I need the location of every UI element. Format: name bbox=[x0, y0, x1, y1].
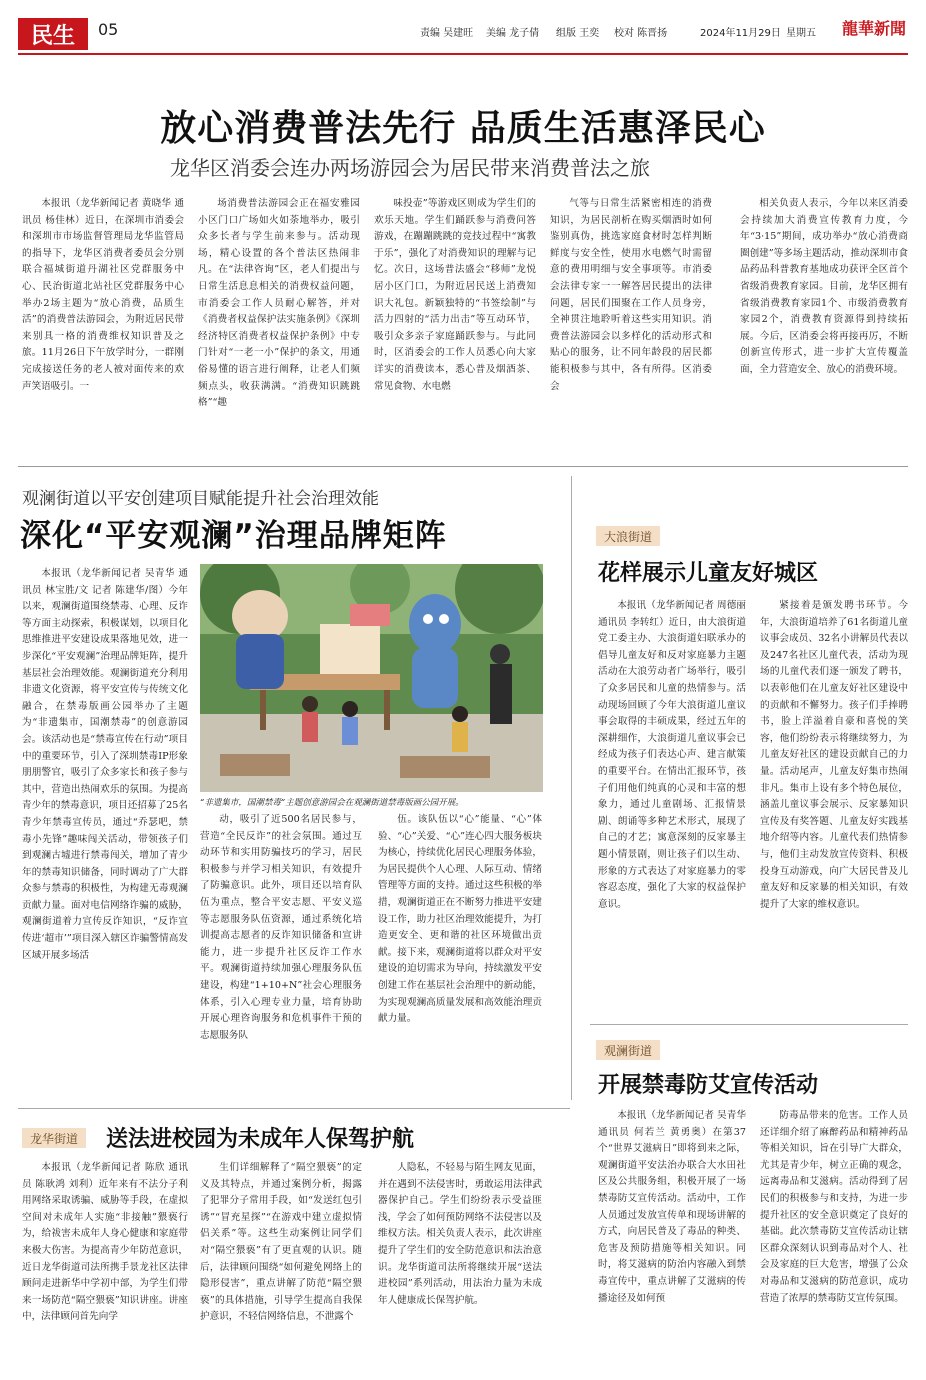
story4-title: 开展禁毒防艾宣传活动 bbox=[598, 1073, 819, 1098]
story5-column-2-text: 生们详细解释了“隔空猥亵”的定义及其特点，并通过案例分析，揭露了犯罪分子常用手段，如“发送红包引诱”“冒充星探”“在游戏中建立虚拟情侣关系”等。这些生动案例让同学们对“隔空猥亵”有了更直观的认识。随后，法律顾问围绕“如何避免网络上的隐形侵害”，重点讲解了防范“隔空猥亵”的具体措施，引导学生提高自我保护意识，不轻信网络信息，不泄露个 bbox=[200, 1162, 362, 1323]
story1-column-1 bbox=[22, 196, 184, 434]
story3-column-1 bbox=[598, 598, 746, 1018]
issue-weekday: 星期五 bbox=[786, 28, 816, 39]
story4-column-1 bbox=[598, 1108, 746, 1366]
story3-column-2-text: 紧接着是颁发聘书环节。今年，大浪街道培养了61名街道儿童议事会成员、32名小讲解员代表以及247名社区儿童代表，活动为现场的儿童代表们逐一颁发了聘书，以表彰他们在儿童友好社区建设中的贡献和不懈努力。孩子们手捧聘书，脸上洋溢着自豪和喜悦的笑容，他们纷纷表示将继续努力，为儿童友好社区的建设贡献自己的力量。活动尾声，儿童友好集市热闹非凡。集市上设有多个特色展位，涵盖儿童议事会展示、反家暴知识宣传及有奖答题、儿童友好实践基地介绍等内容。儿童代表们热情参与，他们主动发放宣传资料、积极投身互动游戏，向广大居民普及儿童友好和反家暴的相关知识，有效提升了大家的维权意识。 bbox=[760, 600, 908, 910]
story1-column-3 bbox=[374, 196, 536, 434]
page-number: 05 bbox=[98, 20, 119, 39]
designer-credit: 美编 龙子倩 bbox=[486, 28, 540, 39]
story5-column-1 bbox=[22, 1160, 188, 1366]
story2-column-2 bbox=[200, 812, 362, 1098]
story4-tag: 观澜街道 bbox=[596, 1040, 660, 1060]
masthead-rule bbox=[18, 53, 908, 55]
story3-column-1-text: 本报讯（龙华新闻记者 周德丽 通讯员 李转红）近日，由大浪街道党工委主办、大浪街道妇联承办的倡导儿童友好和反对家庭暴力主题活动在大浪劳动者广场举行，吸引了众多居民和儿童的热情参与。活动现场回顾了今年大浪街道儿童议事会取得的丰硕成果，经过五年的深耕细作，大浪街道儿童议事会已经成为孩子们表达心声、建言献策的重要平台。在情出汇报环节，孩子们用他们纯真的心灵和丰富的想象力，通过儿童剧场、汇报情景剧、朗诵等多种艺术形式，展现了自己的才艺；寓意深刻的反家暴主题小情景剧，则让孩子们以生动、形象的方式表达了对家庭暴力的零容忍态度，强化了大家的权益保护意识。 bbox=[598, 600, 746, 910]
story5-title: 送法进校园为未成年人保驾护航 bbox=[106, 1127, 415, 1152]
story4-column-2-text: 防毒品带来的危害。工作人员还详细介绍了麻醉药品和精神药品等相关知识，旨在引导广大群众，尤其是青少年，树立正确的观念，远离毒品和艾滋病。活动得到了居民们的积极参与和支持，为进一步提升社区的安全意识奠定了良好的基础。此次禁毒防艾宣传活动让辖区群众深刻认识到毒品对个人、社会及家庭的巨大危害，增强了公众对毒品和艾滋病的防范意识，成功营造了浓厚的禁毒防艾宣传氛围。 bbox=[760, 1110, 908, 1304]
story1-subtitle: 龙华区消委会连办两场游园会为居民带来消费普法之旅 bbox=[170, 156, 650, 180]
story1-title: 放心消费普法先行 品质生活惠泽民心 bbox=[160, 108, 766, 149]
story3-tag: 大浪街道 bbox=[596, 526, 660, 546]
story1-column-1-text: 本报讯（龙华新闻记者 黄晓华 通讯员 杨佳林）近日，在深圳市消委会和深圳市市场监督管理局龙华监管局的指导下，龙华区消费者委员会分别联合福城街道丹湖社区党群服务中心、民治街道北站社区党群服务中心举办2场主题为“放心消费，品质生活”的消费普法游园会，为附近居民带来别具一格的消费维权知识普及之旅。11月26日下午放学时分，一群刚完成接送任务的老人被对面传来的欢声笑语吸引。一 bbox=[22, 198, 184, 392]
proofreader-credit: 校对 陈晋扬 bbox=[614, 28, 668, 39]
story2-kicker: 观澜街道以平安创建项目赋能提升社会治理效能 bbox=[22, 489, 379, 509]
story2-column-1 bbox=[22, 566, 188, 1082]
story5-column-3-text: 人隐私，不轻易与陌生网友见面，并在遇到不法侵害时，勇敢运用法律武器保护自己。学生们纷纷表示受益匪浅，学会了如何预防网络不法侵害以及维权方法。相关负责人表示，此次讲座提升了学生们的安全防范意识和法治意识。龙华街道司法所将继续开展“送法进校园”系列活动，用法治力量为未成年人健康成长保驾护航。 bbox=[378, 1162, 542, 1306]
story4-column-1-text: 本报讯（龙华新闻记者 吴青华 通讯员 何若兰 黄勇奥）在第37个“世界艾滋病日”即将到来之际，观澜街道平安法治办联合大水田社区及公共服务组，积极开展了一场禁毒防艾宣传活动。活动中，工作人员通过发放宣传单和现场讲解的方式，向居民普及了毒品的种类、危害及预防措施等相关知识。同时，将艾滋病的防治内容融入到禁毒宣传中，重点讲解了艾滋病的传播途径及如何预 bbox=[598, 1110, 746, 1304]
story2-column-1-text: 本报讯（龙华新闻记者 吴青华 通讯员 林宝胜/文 记者 陈建华/图）今年以来，观澜街道围绕禁毒、心理、反诈等方面主动探索，积极谋划，以项目化思维推进平安建设成果落地见效，进一步深化“平安观澜”治理品牌矩阵，提升基层社会治理效能。观澜街道充分利用非遗文化资源，将平安宣传与传统文化融合，在禁毒版画公园举办了主题为“非遗集市，国潮禁毒”的创意游园会。该活动也是“禁毒宣传在行动”项目中的重要环节，引入了深圳禁毒IP形象朋朋警官，吸引了众多家长和孩子参与其中，营造出热闹欢乐的氛围。为提高青少年的禁毒意识，项目还招募了25名青少年禁毒宣传员，通过“乔瑟吧，禁毒小先锋”趣味闯关活动，带领孩子们到观澜古墟进行禁毒闯关，增加了青少年的禁毒知识储备，同时调动了广大群众参与禁毒的积极性，为构建无毒观澜贡献力量。面对电信网络诈骗的威胁，观澜街道着力宣传反诈知识，“反诈宣传进‘超市’”项目深入辖区诈骗警情高发区域开展多场活 bbox=[22, 568, 188, 961]
paper-logo: 龍華新聞 bbox=[842, 19, 907, 38]
story1-column-3-text: 味投壶”等游戏区则成为学生们的欢乐天地。学生们踊跃参与消费问答游戏，在蹦蹦跳跳的竞技过程中“寓教于乐”，强化了对消费知识的理解与记忆。次日，这场普法盛会“移师”龙悦居小区门口，为附近居民送上消费知识大礼包。新颖独特的“书签绘制”与活力四射的“活力出击”等互动环节，吸引众多亲子家庭踊跃参与。与此同时，区消委会的工作人员悉心向大家详实的消费读本，悉心普及烟酒茶、常见食物、水电燃 bbox=[374, 198, 536, 392]
story5-column-3 bbox=[378, 1160, 542, 1366]
story5-tag: 龙华街道 bbox=[22, 1128, 86, 1148]
section-tag: 民生 bbox=[18, 18, 88, 50]
story1-column-4 bbox=[550, 196, 712, 434]
divider-4 bbox=[18, 1108, 570, 1109]
story4-column-2 bbox=[760, 1108, 908, 1366]
story2-photo bbox=[200, 564, 543, 792]
story1-column-5-text: 相关负责人表示，今年以来区消委会持续加大消费宣传教育力度，今年“3·15”期间，成功举办“放心消费商圈创建”等多场主题活动，推动深圳市食品药品科普教育基地成功获评全区首个省级消费教育家园。目前，龙华区拥有省级消费教育家园1个、市级消费教育家园2个，消费教育资源得到持续拓展。今后，区消委会将再接再厉，不断创新宣传形式，进一步扩大宣传覆盖面，全力营造安全、放心的消费环境。 bbox=[740, 198, 908, 375]
story3-column-2 bbox=[760, 598, 908, 1018]
event-photo-illustration bbox=[200, 564, 543, 792]
story2-title: 深化“平安观澜”治理品牌矩阵 bbox=[20, 518, 447, 554]
story2-photo-caption: “非遗集市，国潮禁毒”主题创意游园会在观澜街道禁毒版画公园开展。 bbox=[200, 798, 464, 808]
story5-column-2 bbox=[200, 1160, 362, 1366]
story2-column-3 bbox=[378, 812, 542, 1098]
story2-column-2-text: 动，吸引了近500名居民参与，营造“全民反诈”的社会氛围。通过互动环节和实用防骗技巧的学习，居民积极参与并学习相关知识，有效提升了防骗意识。此外，项目还以培育队伍为重点，整合平安志愿、平安义巡等志愿服务队伍资源，通过系统化培训提高志愿者的反诈知识储备和宣讲能力，进一步提升社区反诈工作水平。观澜街道持续加强心理服务队伍建设，构建“1+10+N”社会心理服务体系，引入心理专业力量，培育协助开展心理咨询服务和危机事件干预的志愿服务队 bbox=[200, 814, 362, 1041]
story5-column-1-text: 本报讯（龙华新闻记者 陈欣 通讯员 陈耿鸿 刘利）近年来有不法分子利用网络采取诱骗、威胁等手段，在虚拟空间对未成年人实施“非接触”猥亵行为，给祓害未成年人身心健康和家庭带来极大伤害。为提高青少年防范意识，近日龙华街道司法所携手景龙社区法律顾问走进新华中学初中部，为学生们带来一场防范“隔空猥亵”知识讲座。讲座中，法律顾问首先向学 bbox=[22, 1162, 188, 1323]
story1-column-5 bbox=[740, 196, 908, 434]
story3-title: 花样展示儿童友好城区 bbox=[598, 561, 819, 586]
layout-credit: 组版 王奕 bbox=[556, 28, 600, 39]
story2-column-3-text: 伍。该队伍以“心”能量、“心”体验、“心”关爱、“心”连心四大服务板块为核心，持续优化居民心理服务体验，为居民提供个人心理、人际互动、情绪管理等方面的支持。通过这些积极的举措，观澜街道正在不断努力推进平安建设工作，助力社区治理效能提升，为打造更安全、更和谐的社区环境做出贡献。接下来，观澜街道将以群众对平安建设的迫切需求为导向，持续激发平安创建工作在基层社会治理中的新动能，为实现观澜高质量发展和高效能治理贡献力量。 bbox=[378, 814, 542, 1025]
divider-3 bbox=[590, 1024, 908, 1025]
issue-date: 2024年11月29日 bbox=[700, 28, 781, 39]
editor-credit: 责编 吴建旺 bbox=[420, 28, 474, 39]
divider-1 bbox=[18, 466, 908, 467]
story1-column-2-text: 场消费普法游园会正在福安雅园小区门口广场如火如荼地举办，吸引众多长者与学生前来参与。活动现场，精心设置的各个普法区热闹非凡。在“法律咨询”区，老人们提出与日常生活息息相关的消费权益问题，市消委会工作人员耐心解答，并对《消费者权益保护法实施条例》《深圳经济特区消费者权益保护条例》中专门针对“一老一小”保护的条文，用通俗易懂的语言进行阐释，让老人们频频点头，收获满满。“消费知识跳跳格”“趣 bbox=[198, 198, 360, 409]
story1-column-4-text: 气等与日常生活紧密相连的消费知识，为居民剖析在购买烟酒时如何鉴别真伪，挑选家庭食材时怎样判断鲜度与安全性，使用水电燃气时需留意的费用明细与安全事项等。市消委会法律专家一一解答居民提出的法律问题，居民们围聚在工作人员身旁，全神贯注地聆听着这些实用知识。消费普法游园会以多样化的活动形式和贴心的服务，让不同年龄段的居民都能积极参与其中，各有所得。区消委会 bbox=[550, 198, 712, 392]
story1-column-2 bbox=[198, 196, 360, 434]
column-divider bbox=[571, 476, 572, 1100]
